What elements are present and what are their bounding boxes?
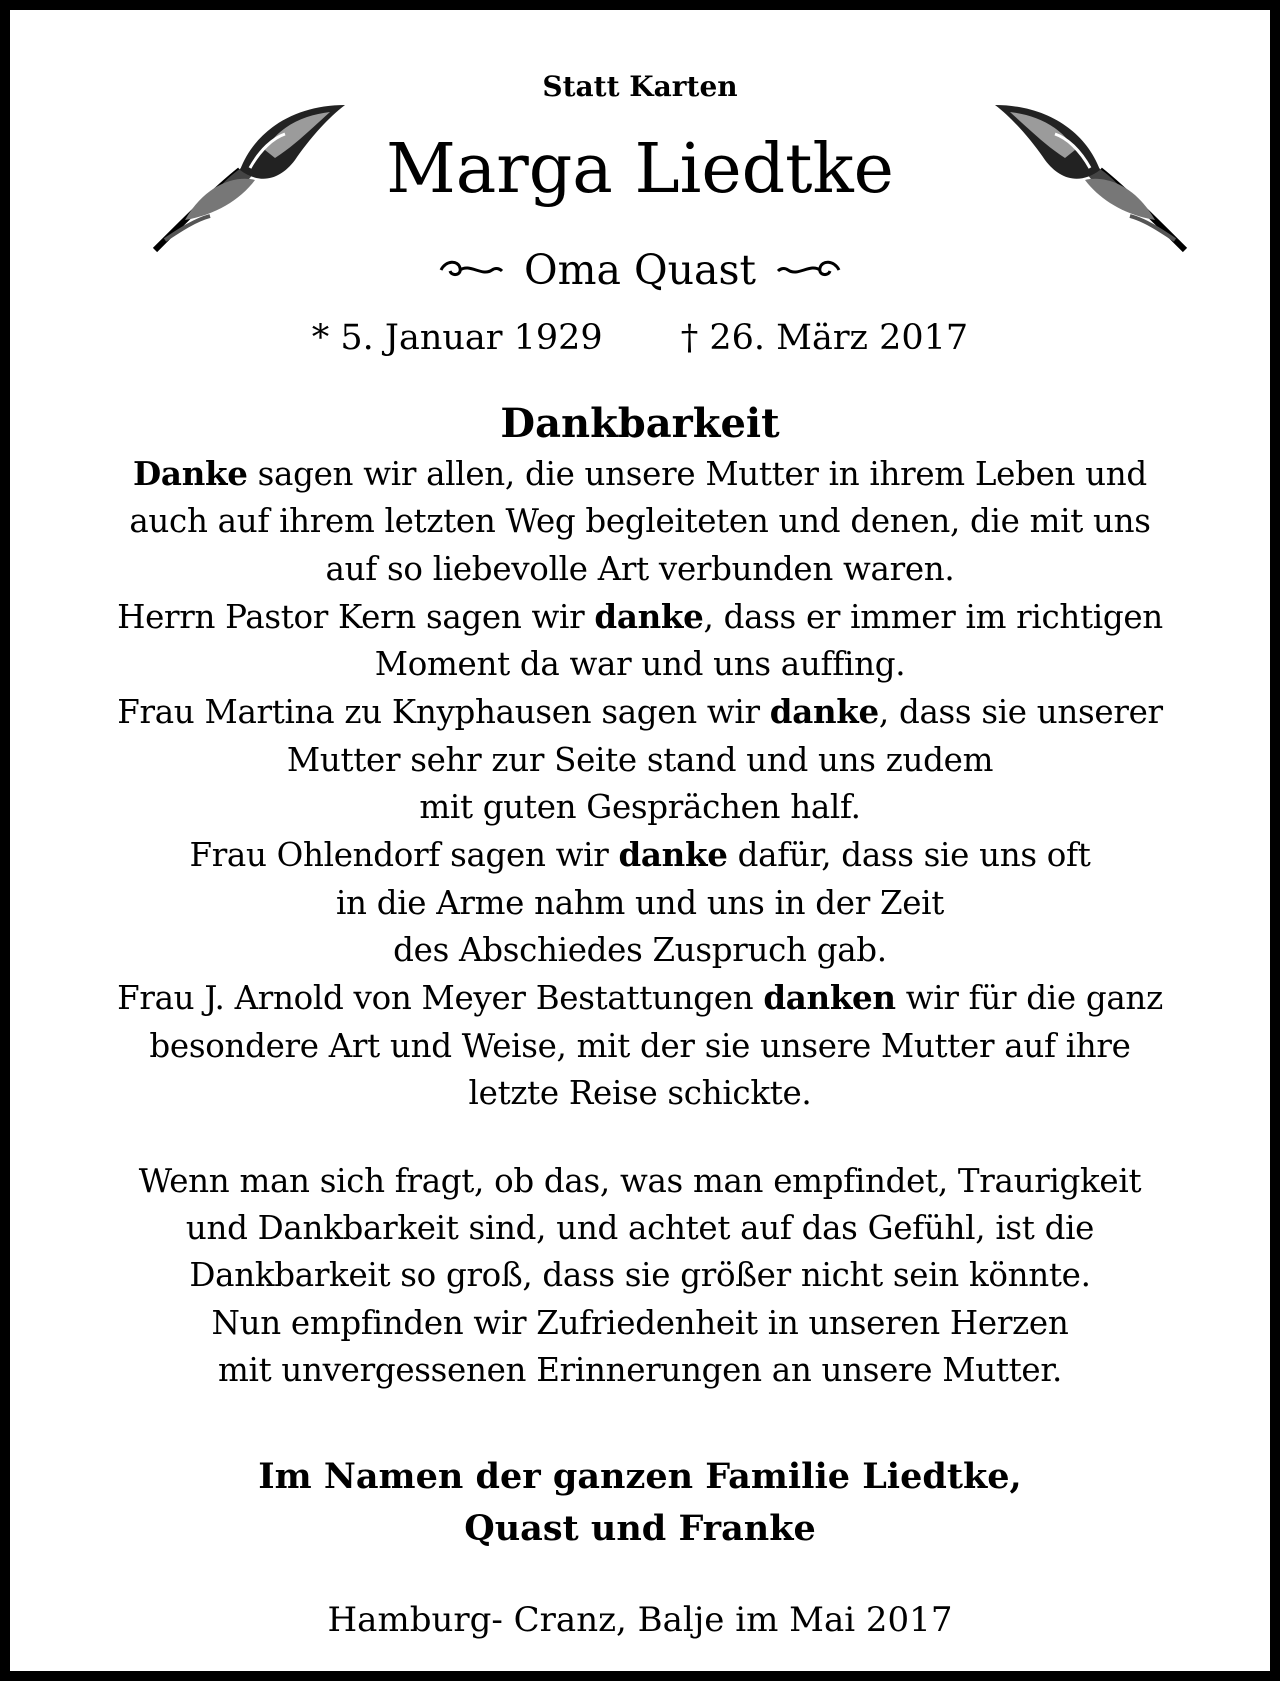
thanks-line	[10, 1070, 1270, 1117]
thanks-emphasis: danke	[769, 692, 879, 732]
thanks-line-text: auf so liebevolle Art verbunden waren.	[325, 549, 955, 588]
thanks-line-text: dafür, dass sie uns oft	[727, 836, 1091, 875]
birth-date: * 5. Januar 1929	[311, 318, 603, 358]
thanks-line-text: Frau J. Arnold von Meyer Bestattungen	[117, 979, 764, 1018]
thanks-line-text: auch auf ihrem letzten Weg begleiteten und denen, die mit uns	[129, 502, 1151, 541]
thanks-line	[10, 688, 1270, 736]
death-date: † 26. März 2017	[680, 318, 969, 358]
thanks-line-text: Moment da war und uns auffing.	[374, 645, 906, 684]
ornament-swirl-right-icon	[774, 255, 844, 285]
thanks-emphasis: danken	[763, 978, 896, 1018]
thanks-line	[10, 784, 1270, 831]
thanks-line	[10, 450, 1270, 498]
thanks-line	[10, 593, 1270, 641]
thanks-line-text: Herrn Pastor Kern sagen wir	[117, 597, 595, 636]
thanks-emphasis: danke	[618, 835, 728, 875]
thanks-line-text: Frau Martina zu Knyphausen sagen wir	[117, 693, 770, 732]
thanks-line-text: Frau Ohlendorf sagen wir	[189, 836, 619, 875]
thanks-line	[10, 1023, 1270, 1070]
reflection-line: Wenn man sich fragt, ob das, was man empfindet, Traurigkeit	[138, 1162, 1142, 1200]
nickname: Oma Quast	[524, 246, 756, 294]
thanks-line	[10, 641, 1270, 688]
thanks-line	[10, 831, 1270, 879]
signature-line: Quast und Franke	[464, 1508, 816, 1549]
life-dates	[10, 318, 1270, 358]
thanks-line-text: Mutter sehr zur Seite stand und uns zudem	[286, 740, 994, 779]
reflection-line: Dankbarkeit so groß, dass sie größer nicht sein könnte.	[189, 1256, 1091, 1295]
reflection-line: Nun empfinden wir Zufriedenheit in unseren Herzen	[211, 1303, 1069, 1342]
thanks-line	[10, 880, 1270, 927]
thanks-paragraph	[10, 450, 1270, 1117]
deceased-name: Marga Liedtke	[386, 130, 894, 209]
place-and-date: Hamburg- Cranz, Balje im Mai 2017	[327, 1600, 953, 1640]
reflection-line: und Dankbarkeit sind, und achtet auf das Gefühl, ist die	[185, 1209, 1095, 1248]
thanks-line	[10, 737, 1270, 784]
thanks-line	[10, 546, 1270, 593]
thanks-line-text: mit guten Gesprächen half.	[419, 788, 861, 827]
thanks-heading: Dankbarkeit	[500, 400, 780, 447]
reflection-paragraph	[10, 1158, 1270, 1394]
thanks-line-text: in die Arme nahm und uns in der Zeit	[335, 883, 945, 922]
thanks-line-text: des Abschiedes Zuspruch gab.	[393, 930, 887, 969]
thanks-emphasis: danke	[594, 596, 704, 636]
thanks-line-text: letzte Reise schickte.	[468, 1073, 812, 1112]
thanks-emphasis: Danke	[133, 454, 248, 493]
thanks-line-text: besondere Art und Weise, mit der sie unsere Mutter auf ihre	[149, 1026, 1131, 1065]
signature-line: Im Namen der ganzen Familie Liedtke,	[258, 1456, 1022, 1497]
nickname-row	[10, 242, 1270, 298]
thanks-line-text: , dass er immer im richtigen	[703, 597, 1163, 636]
thanks-line-text: wir für die ganz	[895, 979, 1163, 1018]
thanks-line-text: , dass sie unserer	[878, 693, 1163, 732]
thanks-line	[10, 498, 1270, 545]
thanks-line	[10, 974, 1270, 1022]
thanks-line-text: sagen wir allen, die unsere Mutter in ihrem Leben und	[247, 455, 1147, 493]
top-line: Statt Karten	[542, 70, 738, 103]
thanks-line	[10, 927, 1270, 974]
family-signature	[10, 1451, 1270, 1555]
reflection-line: mit unvergessenen Erinnerungen an unsere Mutter.	[217, 1350, 1063, 1389]
ornament-swirl-left-icon	[436, 255, 506, 285]
